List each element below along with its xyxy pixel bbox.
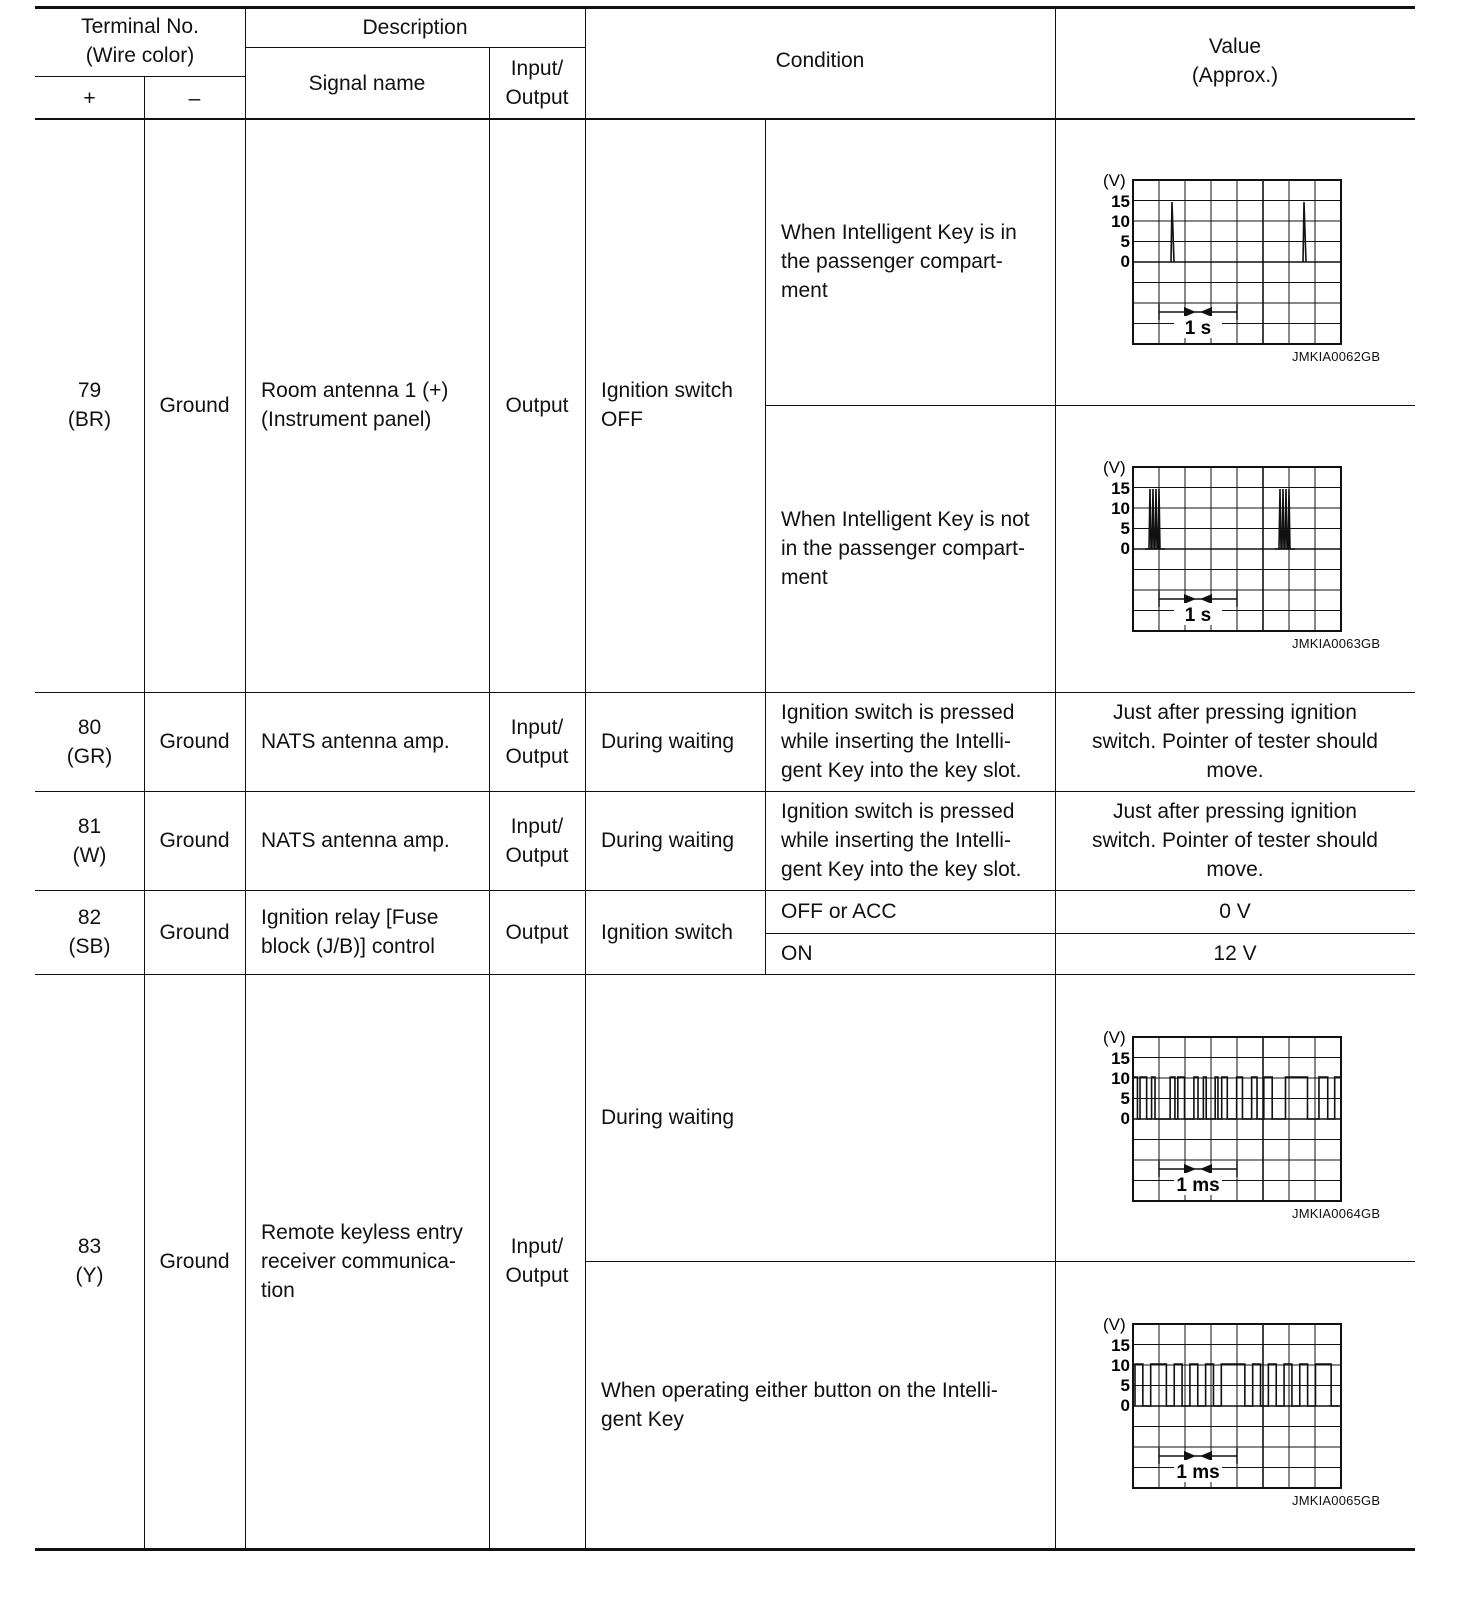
ground-82: Ground [159,920,230,944]
waveform-trace [1145,489,1295,549]
time-division-marker [1159,591,1237,626]
axis-tick-label: 10 [1111,499,1130,518]
axis-unit-label: (V) [1103,1315,1126,1334]
ground-80: Ground [159,730,230,753]
io-81: Input/ Output [505,814,569,867]
header-value: Value (Approx.) [1191,35,1279,87]
axis-unit-label: (V) [1103,171,1126,190]
sub-condition-82-a: OFF or ACC [781,900,897,923]
terminal-83: 83 (Y) [75,1235,104,1287]
axis-tick-label: 5 [1120,1089,1130,1108]
oscilloscope-79-a [1095,164,1385,354]
time-division-label: 1 ms [1176,1175,1220,1196]
terminal-table [35,6,1415,1556]
axis-tick-label: 0 [1120,1396,1130,1415]
terminal-82: 82 (SB) [68,906,111,958]
value-81: Just after pressing ignition switch. Pointer of tester should move. [1092,800,1378,881]
axis-unit-label: (V) [1103,1028,1126,1047]
time-division-marker [1159,304,1237,339]
io-82: Output [505,920,569,944]
axis-tick-label: 5 [1120,519,1130,538]
header-description: Description [362,15,468,39]
time-division-marker [1159,1448,1237,1483]
figure-code-79-a: JMKIA0062GB [1292,349,1381,364]
time-division-marker [1159,1161,1237,1196]
axis-tick-label: 10 [1111,1069,1130,1088]
signal-80: NATS antenna amp. [261,730,450,753]
axis-tick-label: 5 [1120,1376,1130,1395]
condition-80: During waiting [601,730,735,753]
sub-condition-83-b: When operating either button on the Intelli- gent Key [601,1378,998,1431]
axis-tick-label: 0 [1120,539,1130,558]
value-82-a: 0 V [1219,900,1251,923]
terminal-80: 80 (GR) [66,715,113,768]
axis-tick-label: 15 [1111,1049,1130,1068]
axis-tick-label: 15 [1111,479,1130,498]
oscilloscope-79-b [1095,451,1385,641]
sub-condition-80: Ignition switch is pressed while inserting the Intelli- gent Key into the key slot. [781,701,1022,782]
io-80: Input/ Output [505,715,569,768]
ground-81: Ground [159,829,230,852]
ground-79: Ground [159,393,230,417]
axis-tick-label: 15 [1111,1336,1130,1355]
sub-condition-79-b: When Intelligent Key is not in the passenger compart- ment [781,508,1030,589]
header-input-output: Input/ Output [505,57,569,109]
oscilloscope-plot [1095,451,1385,641]
header-condition: Condition [775,48,865,72]
signal-79: Room antenna 1 (+) (Instrument panel) [261,379,449,431]
time-division-label: 1 s [1184,318,1212,339]
axis-unit-label: (V) [1103,458,1126,477]
condition-79: Ignition switch OFF [601,379,733,431]
header-terminal-no: Terminal No. (Wire color) [81,15,199,67]
time-division-label: 1 ms [1176,1462,1220,1483]
terminal-79: 79 (BR) [67,379,112,431]
header-signal-name: Signal name [308,71,426,95]
sub-condition-81: Ignition switch is pressed while inserting the Intelli- gent Key into the key slot. [781,800,1022,881]
waveform-trace [1171,202,1306,262]
oscilloscope-plot [1095,1308,1385,1498]
oscilloscope-83-a [1095,1021,1385,1211]
io-83: Input/ Output [505,1235,569,1287]
axis-tick-label: 0 [1120,1109,1130,1128]
ground-83: Ground [159,1249,230,1273]
signal-83: Remote keyless entry receiver communica- tion [261,1220,463,1302]
time-division-label: 1 s [1184,605,1212,626]
header-plus: + [83,86,96,110]
axis-tick-label: 5 [1120,232,1130,251]
figure-code-79-b: JMKIA0063GB [1292,636,1381,651]
axis-tick-label: 10 [1111,212,1130,231]
header-minus: – [188,86,201,110]
oscilloscope-plot [1095,164,1385,354]
condition-82: Ignition switch [601,920,733,944]
sub-condition-79-a: When Intelligent Key is in the passenger compart- ment [781,221,1017,302]
figure-code-83-a: JMKIA0064GB [1292,1206,1381,1221]
value-80: Just after pressing ignition switch. Pointer of tester should move. [1092,701,1378,782]
axis-tick-label: 0 [1120,252,1130,271]
oscilloscope-83-b [1095,1308,1385,1498]
terminal-81: 81 (W) [72,814,107,867]
signal-82: Ignition relay [Fuse block (J/B)] control [261,906,439,958]
value-82-b: 12 V [1213,942,1257,965]
signal-81: NATS antenna amp. [261,829,450,852]
axis-tick-label: 10 [1111,1356,1130,1375]
figure-code-83-b: JMKIA0065GB [1292,1493,1381,1508]
condition-81: During waiting [601,829,735,852]
axis-tick-label: 15 [1111,192,1130,211]
oscilloscope-plot [1095,1021,1385,1211]
sub-condition-82-b: ON [781,942,813,965]
sub-condition-83-a: During waiting [601,1106,735,1129]
io-79: Output [505,393,569,417]
